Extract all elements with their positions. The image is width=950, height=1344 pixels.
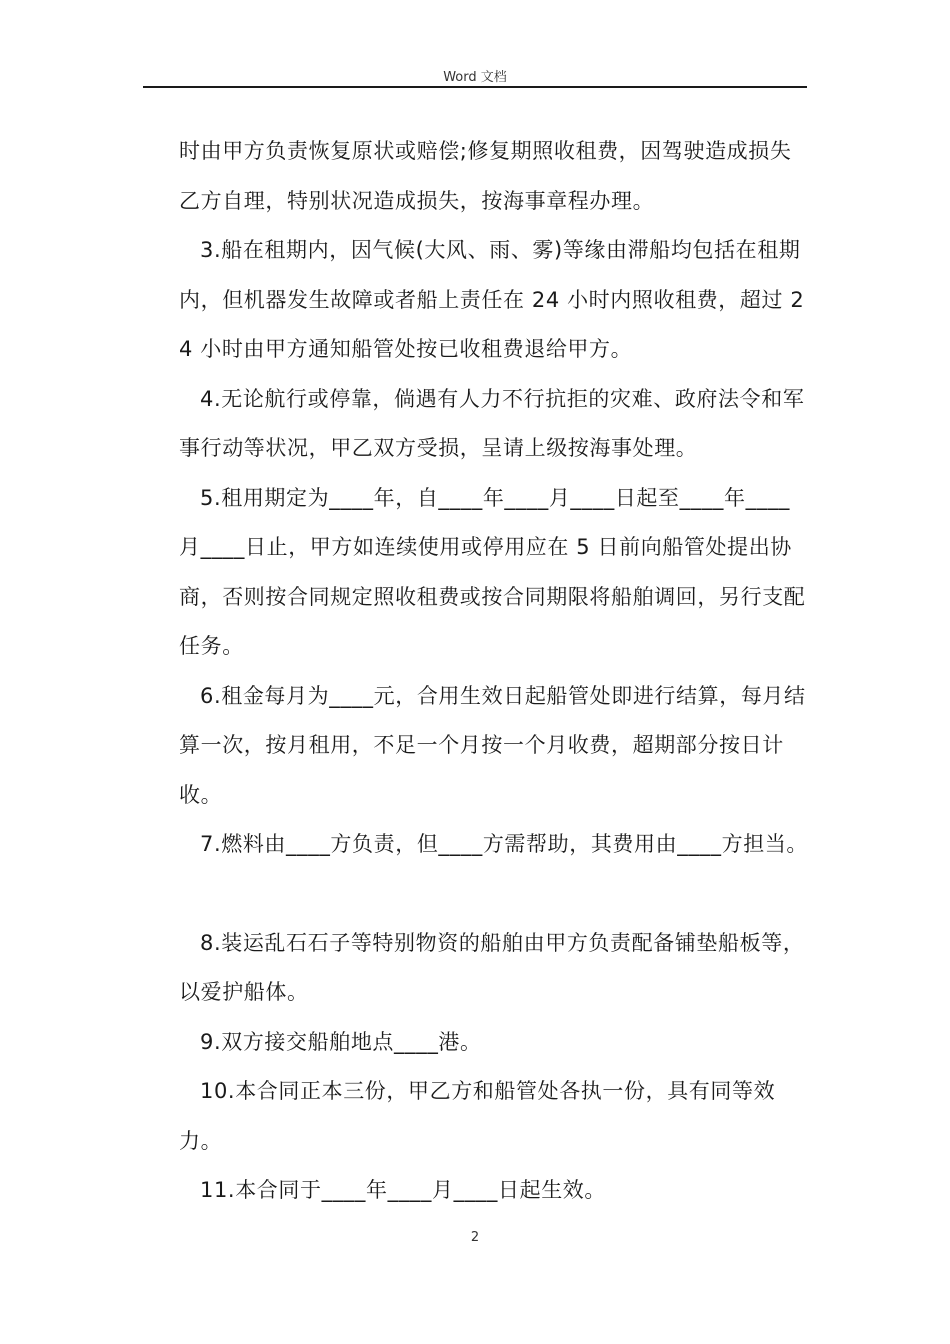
header-divider bbox=[143, 86, 807, 88]
paragraph-clause-4: 4.无论航行或停靠，倘遇有人力不行抗拒的灾难、政府法令和军事行动等状况，甲乙双方受损，呈请上级按海事处理。 bbox=[179, 386, 805, 460]
paragraph-clause-11: 11.本合同于____年____月____日起生效。 bbox=[200, 1178, 606, 1202]
document-body bbox=[179, 127, 811, 1216]
paragraph-clause-5: 5.租用期定为____年，自____年____月____日起至____年____月____日止，甲方如连续使用或停用应在 5 日前向船管处提出协商，否则按合同规定照收租费或按合同期限将船舶调回，另行支配任务。 bbox=[179, 485, 806, 658]
paragraph-clause-7: 7.燃料由____方负责，但____方需帮助，其费用由____方担当。 bbox=[200, 832, 809, 856]
paragraph-clause-3: 3.船在租期内，因气候(大风、雨、雾)等缘由滞船均包括在租期内，但机器发生故障或者船上责任在 24 小时内照收租费，超过 24 小时由甲方通知船管处按已收租费退给甲方。 bbox=[179, 238, 805, 361]
paragraph-continuation: 时由甲方负责恢复原状或赔偿;修复期照收租费，因驾驶造成损失乙方自理，特别状况造成损失，按海事章程办理。 bbox=[179, 139, 792, 213]
paragraph-clause-9: 9.双方接交船舶地点____港。 bbox=[200, 1029, 482, 1054]
paragraph-clause-10: 10.本合同正本三份，甲乙方和船管处各执一份，具有同等效力。 bbox=[179, 1079, 776, 1153]
page-number: 2 bbox=[470, 1230, 480, 1245]
page-header: Word 文档 bbox=[443, 70, 507, 85]
paragraph-clause-8: 8.装运乱石石子等特别物资的船舶由甲方负责配备铺垫船板等，以爱护船体。 bbox=[179, 930, 805, 1004]
paragraph-clause-6: 6.租金每月为____元，合用生效日起船管处即进行结算，每月结算一次，按月租用，不足一个月按一个月收费，超期部分按日计收。 bbox=[179, 683, 806, 807]
